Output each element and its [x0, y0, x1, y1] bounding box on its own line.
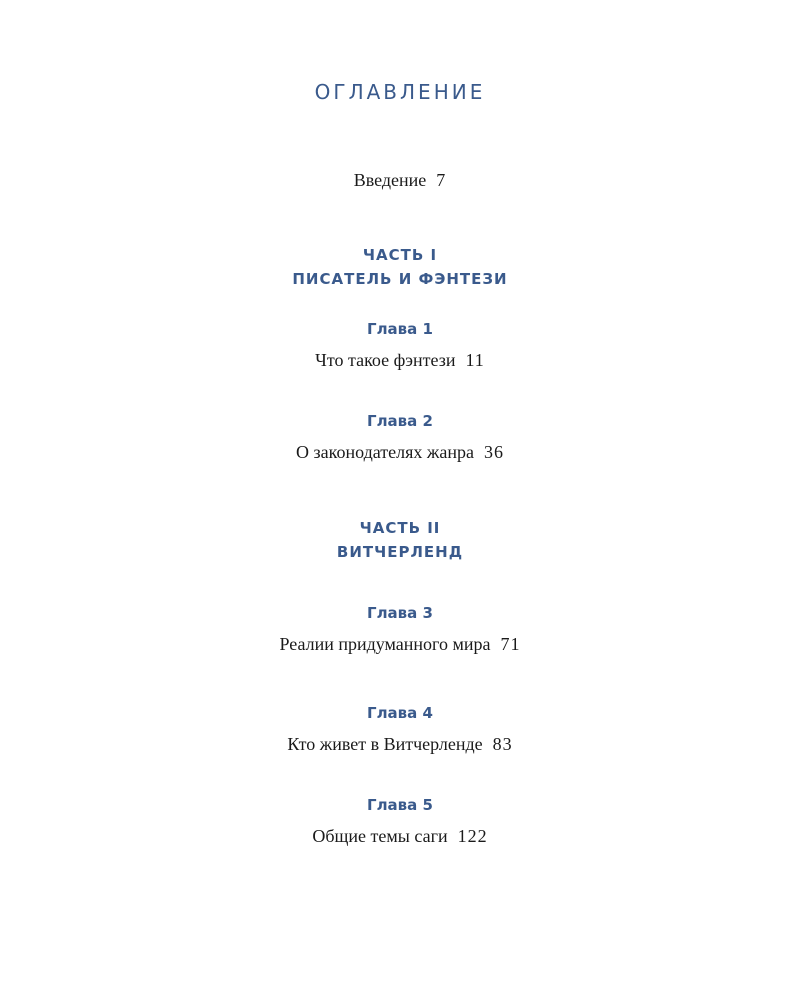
- toc-entry-chapter-2[interactable]: [0, 442, 800, 463]
- chapter-label: Глава 4: [367, 704, 433, 722]
- chapter-label: Глава 1: [367, 320, 433, 338]
- toc-entry-intro[interactable]: [0, 170, 800, 191]
- entry-title: Введение: [353, 170, 427, 190]
- part-label: ЧАСТЬ II: [359, 519, 441, 537]
- entry-title: Реалии придуманного мира: [279, 634, 491, 654]
- entry-page-number: 36: [483, 442, 504, 462]
- entry-page-number: 83: [492, 734, 513, 754]
- entry-title: Что такое фэнтези: [315, 350, 456, 370]
- chapter-label: Глава 5: [367, 796, 433, 814]
- entry-title: О законодателях жанра: [296, 442, 474, 462]
- entry-title: Кто живет в Витчерленде: [287, 734, 483, 754]
- chapter-label: Глава 2: [367, 412, 433, 430]
- toc-entry-chapter-1[interactable]: [0, 350, 800, 371]
- entry-page-number: 7: [436, 170, 447, 190]
- entry-page-number: 122: [457, 826, 488, 846]
- part-name: ПИСАТЕЛЬ И ФЭНТЕЗИ: [292, 270, 508, 288]
- part-name: ВИТЧЕРЛЕНД: [336, 543, 464, 561]
- toc-entry-chapter-3[interactable]: [0, 634, 800, 655]
- page-title: ОГЛАВЛЕНИЕ: [314, 80, 486, 104]
- chapter-label: Глава 3: [367, 604, 433, 622]
- toc-entry-chapter-4[interactable]: [0, 734, 800, 755]
- entry-page-number: 71: [500, 634, 521, 654]
- toc-entry-chapter-5[interactable]: [0, 826, 800, 847]
- part-label: ЧАСТЬ I: [362, 246, 438, 264]
- entry-title: Общие темы саги: [312, 826, 448, 846]
- entry-page-number: 11: [465, 350, 485, 370]
